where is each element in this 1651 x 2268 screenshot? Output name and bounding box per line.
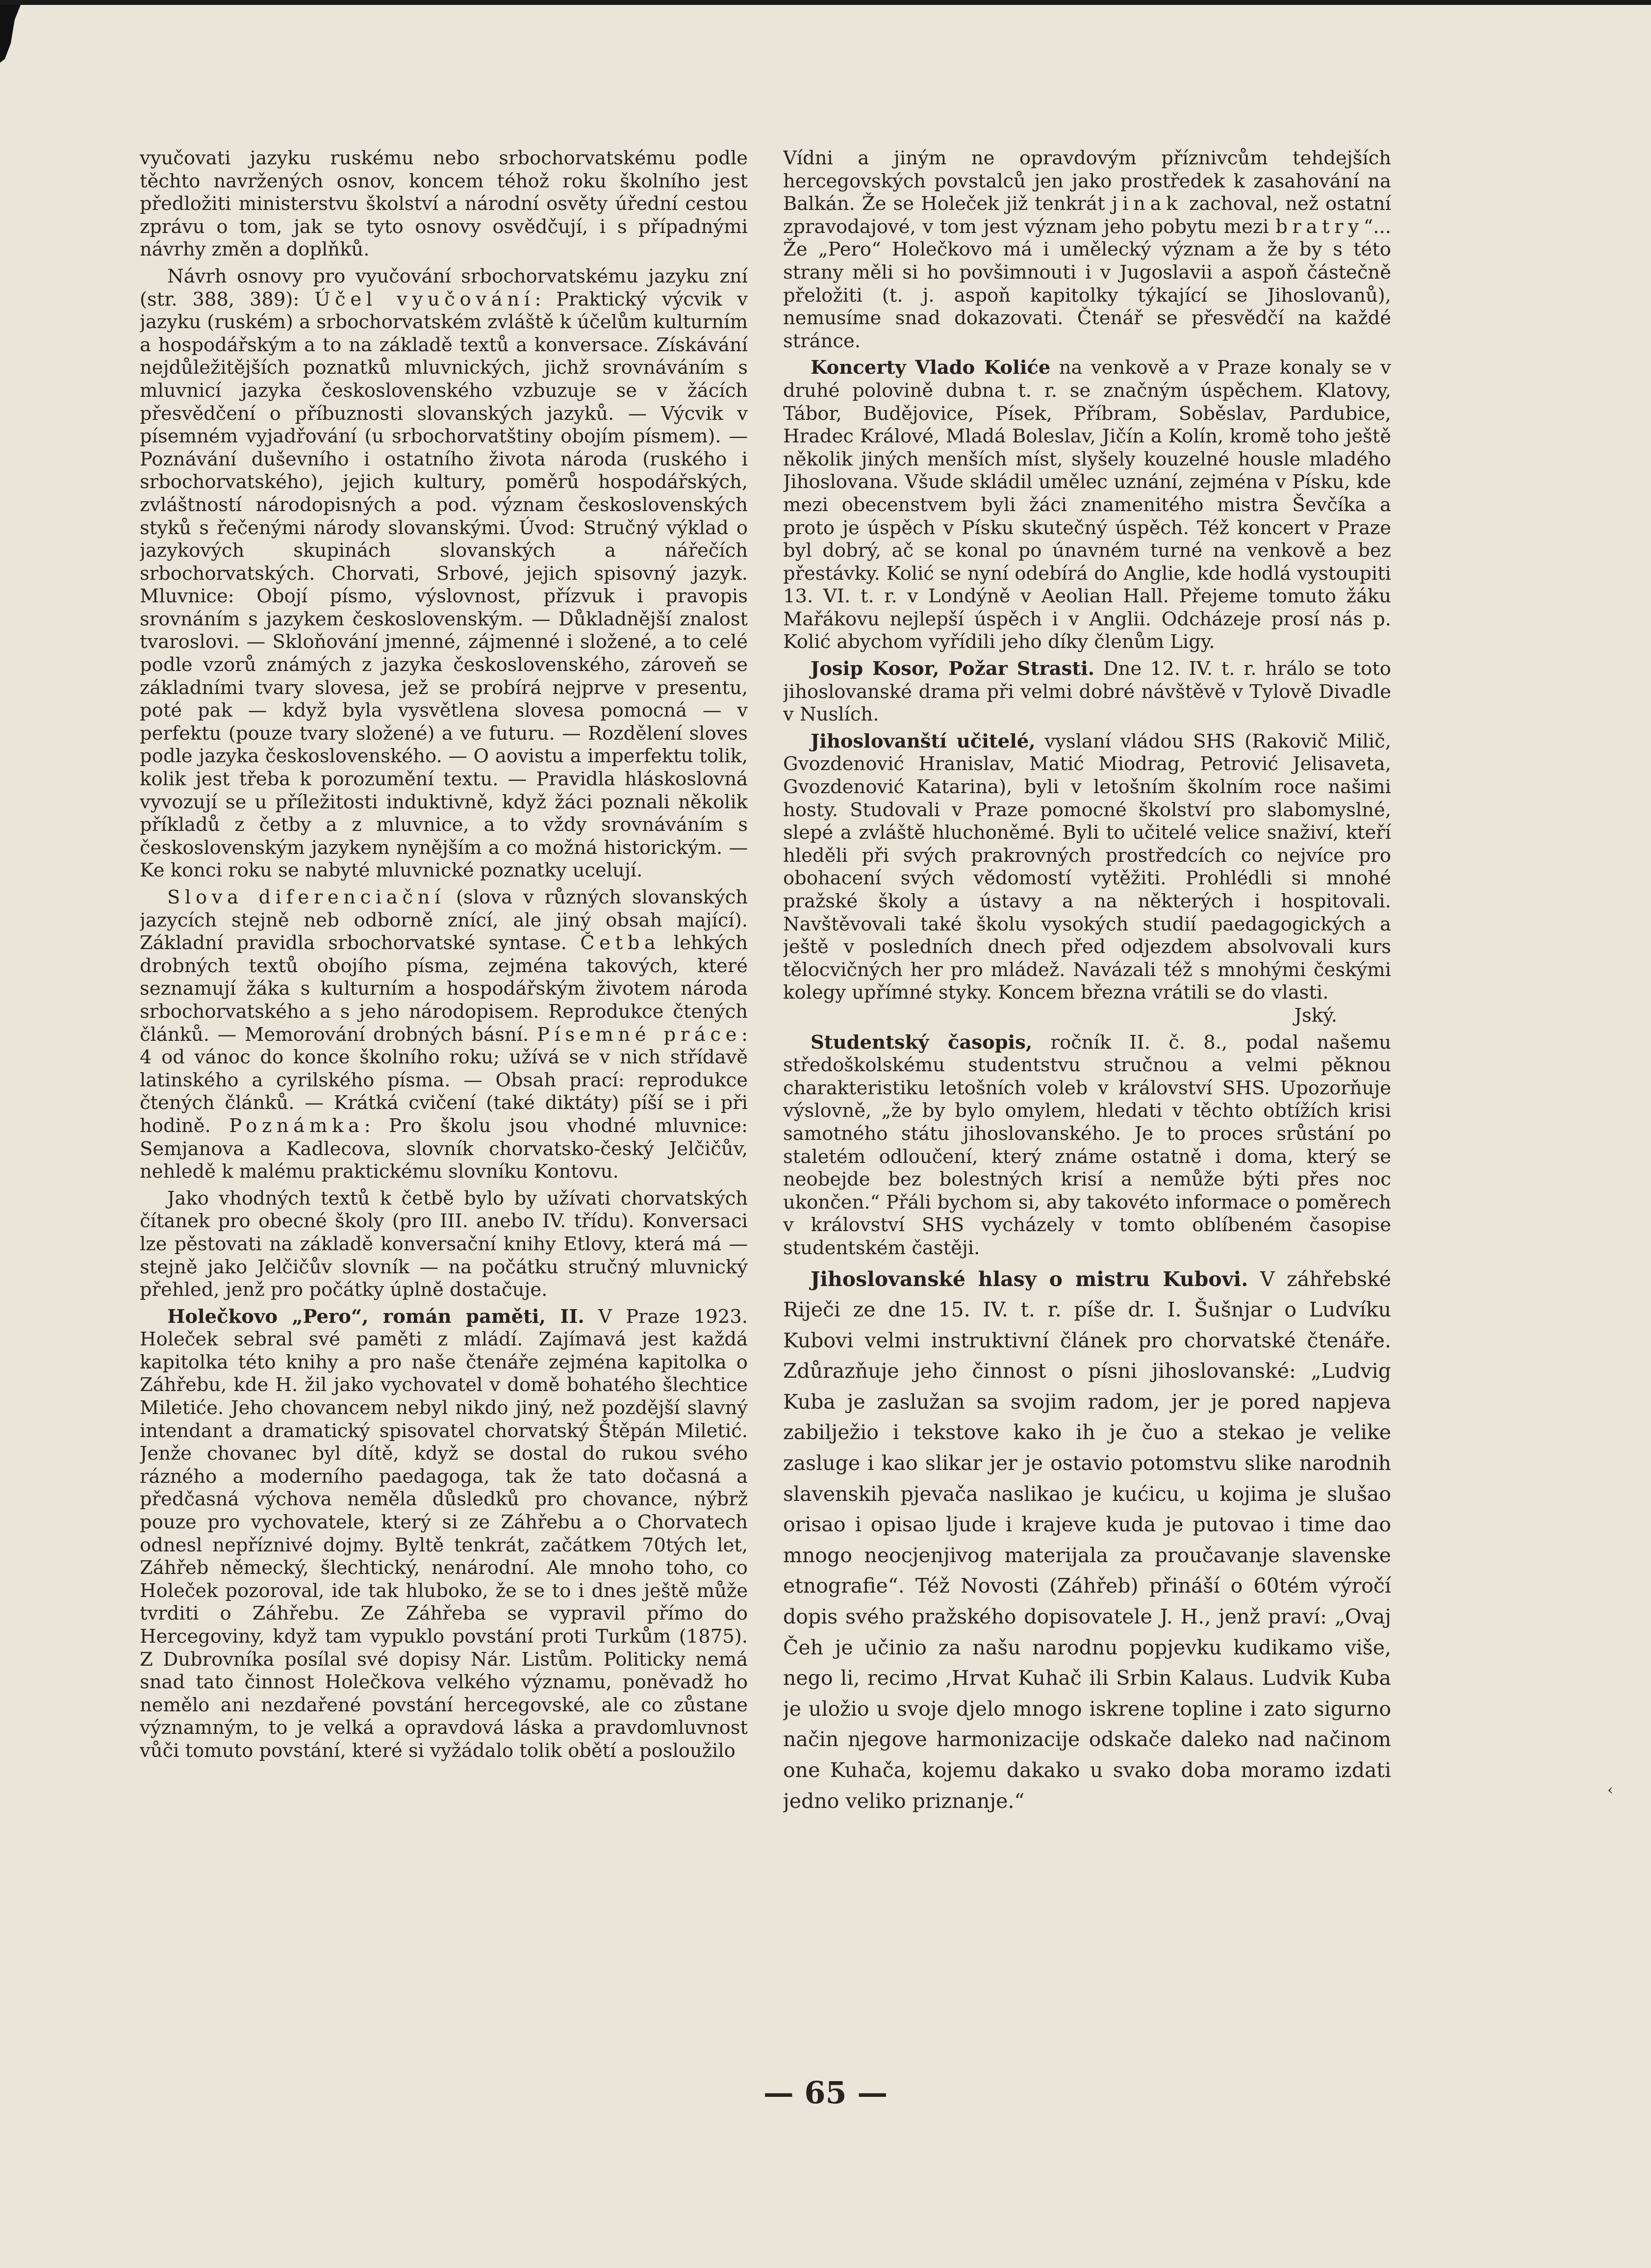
article-osnovy-texty: Jako vhodných textů k četbě bylo by užívati chorvatských čítanek pro obecné školy (pro III. anebo IV. třídu). Konversaci lze pěstovati na základě konversační knihy Etlovy, která má — stejně jako Jelčičův slovník — na počátku stručný mluvnický přehled, jenž pro počátky úplně dostačuje. bbox=[140, 1187, 748, 1301]
margin-mark: ‹ bbox=[1607, 1781, 1613, 1799]
article-osnovy-end: vyučovati jazyku ruskému nebo srbochorvatskému podle těchto navržených osnov, koncem téhož roku školního jest předložiti ministerstvu školství a národní osvěty úřední cestou zprávu o tom, jak se tyto osnovy osvědčují, i s případnými návrhy změn a doplňků. bbox=[140, 147, 748, 261]
article-holeckovo-pero: Holečkovo „Pero“, román paměti, II. V Praze 1923. Holeček sebral své paměti z mládí. Zajímavá jest každá kapitolka této knihy a pro naše čtenáře zejména kapitolka o Záhřebu, kde H. žil jako vychovatel v domě bohatého šlechtice Miletiće. Jeho chovancem nebyl nikdo jiný, než pozdější slavný intendant a dramatický spisovatel chorvatský Štěpán Miletić. Jenže chovanec byl dítě, když se dostal do rukou svého rázného a moderního paedagoga, tak že tato dočasná a předčasná výchova neměla důsledků pro chovance, nýbrž pouze pro vychovatele, který si ze Záhřebu a o Chorvatech odnesl nepříznivé dojmy. Byltě tenkrát, začátkem 70tých let, Záhřeb německý, šlechtický, nenárodní. Ale mnoho toho, co Holeček pozoroval, ide tak hluboko, že se to i dnes ještě může tvrditi o Záhřebu. Ze Záhřeba se vypravil přímo do Hercegoviny, když tam vypuklo povstání proti Turkům (1875). Z Dubrovníka posílal své dopisy Nár. Listům. Politicky nemá snad tato činnost Holečkova velkého významu, poněvadž ho nemělo ani nezdařené povstání hercegovské, ale co zůstane významným, to je velká a opravdová láska a pravdomluvnost vůči tomuto povstání, které si vyžádalo tolik obětí a posloužilo bbox=[140, 1305, 748, 1762]
article-hlasy-o-kubovi: Jihoslovanské hlasy o mistru Kubovi. V záhřebské Riječi ze dne 15. IV. t. r. píše dr. I. Šušnjar o Ludvíku Kubovi velmi instruktivní článek pro chorvatské čtenáře. Zdůrazňuje jeho činnost o písni jihoslovanské: „Ludvig Kuba je zaslužan sa svojim radom, jer je pored napjeva zabilježio i tekstove kako ih je čuo a stekao je velike zasluge i kao slikar jer je ostavio potomstvu slike narodnih slavenskih pjevača naslikao je kućicu, u kojima je slušao orisao i opisao ljude i krajeve kuda je putovao i time dao mnogo neocjenjivog materijala za proučavanje slavenske etnografie“. Též Novosti (Záhřeb) přináší o 60tém výročí dopis svého pražského dopisovatele J. H., jenž praví: „Ovaj Čeh je učinio za našu narodnu popjevku kudikamo više, nego li, recimo ‚Hrvat Kuhač ili Srbin Kalaus. Ludvik Kuba je uložio u svoje djelo mnogo iskrene topline i zato sigurno način njegove harmonizacije odskače daleko nad načinom one Kuhača, kojemu dakako u svako doba moramo izdati jedno veliko priznanje.“ bbox=[783, 1267, 1391, 1813]
page-number: — 65 — bbox=[763, 2075, 888, 2111]
article-jihoslovansti-ucitele: Jihoslovanští učitelé, vyslaní vládou SHS (Rakovič Milič, Gvozdenović Hranislav, Matić Miodrag, Petrović Jelisaveta, Gvozdenović Katarina), byli v letošním školním roce našimi hosty. Studovali v Praze pomocné školství pro slabomyslné, slepé a zvláště hluchoněmé. Byli to učitelé velice snaživí, kteří hleděli při svých prakrovných prostředcích co nejvíce pro obohacení svých vědomostí vytěžiti. Prohlédli si mnohé pražské školy a ústavy a na některých i hospitovali. Navštěvovali také školu vysokých studií paedagogických a ještě v posledních dnech před odjezdem absolvovali kurs tělocvičných her pro mládež. Navázali též s mnohými českými kolegy upřímné styky. Koncem března vrátili se do vlasti. Jský. bbox=[783, 730, 1391, 1027]
article-kosor-pozar: Josip Kosor, Požar Strasti. Dne 12. IV. t. r. hrálo se toto jihoslovanské drama při velmi dobré návštěvě v Tylově Divadle v Nuslích. bbox=[783, 658, 1391, 726]
right-column bbox=[783, 147, 1391, 2129]
signature: Jský. bbox=[1294, 1004, 1337, 1027]
article-holeckovo-pero-cont: Vídni a jiným ne opravdovým příznivcům tehdejších hercegovských povstalců jen jako prostředek k zasahování na Balkán. Že se Holeček již tenkrát jinak zachoval, než ostatní zpravodajové, v tom jest význam jeho pobytu mezi bratry“... Že „Pero“ Holečkovo má i umělecký význam a že by s této strany měli si ho povšimnouti i v Jugoslavii a aspoň částečně přeložiti (t. j. aspoň kapitolky týkající se Jihoslovanů), nemusíme snad dokazovati. Čtenář se přesvědčí na každé stránce. bbox=[783, 147, 1391, 352]
article-osnovy-slova: Slova diferenciační (slova v různých slovanských jazycích stejně neb odborně znící, ale jiný obsah mající). Základní pravidla srbochorvatské syntase. Četba lehkých drobných textů obojího písma, zejména takových, které seznamují žáka s kulturním a hospodářským životem národa srbochorvatského a s jeho národopisem. Reprodukce čtených článků. — Memorování drobných básní. Písemné práce: 4 od vánoc do konce školního roku; užívá se v nich střídavě latinského a cyrilského písma. — Obsah prací: reprodukce čtených článků. — Krátká cvičení (také diktáty) píší se i při hodině. Poznámka: Pro školu jsou vhodné mluvnice: Semjanova a Kadlecova, slovník chorvatsko-český Jelčičův, nehledě k malému praktickému slovníku Kontovu. bbox=[140, 886, 748, 1183]
article-osnovy-plan: Návrh osnovy pro vyučování srbochorvatskému jazyku zní (str. 388, 389): Účel vyučování: Praktický výcvik v jazyku (ruském) a srbochorvatském zvláště k účelům kulturním a hospodářským a to na základě textů a konversace. Získávání nejdůležitějších poznatků mluvnických, jichž srovnáváním s mluvnicí jazyka československého vzbuzuje se v žácích přesvědčení o příbuznosti slovanských jazyků. — Výcvik v písemném vyjadřování (u srbochorvatštiny obojím písmem). — Poznávání duševního i ostatního života národa (ruského i srbochorvatského), jejich kultury, poměrů hospodářských, zvláštností národopisných a pod. význam československých styků s řečenými národy slovanskými. Úvod: Stručný výklad o jazykových skupinách slovanských a nářečích srbochorvatských. Chorvati, Srbové, jejich spisovný jazyk. Mluvnice: Obojí písmo, výslovnost, přízvuk i pravopis srovnáním s jazykem československým. — Důkladnější znalost tvaroslovi. — Skloňování jmenné, zájmenné i složené, a to celé podle vzorů známých z jazyka československého, zároveň se základními tvary slovesa, jež se probírá nejprve v presentu, poté pak — když byla vysvětlena slovesa pomocná — v perfektu (pouze tvary složené) a ve futuru. — Rozdělení sloves podle jazyka československého. — O aovistu a imperfektu tolik, kolik jest třeba k porozumění textu. — Pravidla hláskoslovná vyvozují se u příležitosti induktivně, když žáci poznali několik příkladů z četby a z mluvnice, a to vždy srovnáváním s československým jazykem nynějším a co možná historickým. — Ke konci roku se nabyté mluvnické poznatky ucelují. bbox=[140, 265, 748, 882]
article-studentsky-casopis: Studentský časopis, ročník II. č. 8., podal našemu středoškolskému studentstvu stručnou a velmi pěknou charakteristiku letošních voleb v království SHS. Upozorňuje výslovně, „že by bylo omylem, hledati v těchto obtížích krisi samotného státu jihoslovanského. Je to proces srůstání po staletém odloučení, který známe ostatně i doma, který se neobejde bez bolestných krisí a nemůže býti přes noc ukončen.“ Přáli bychom si, aby takovéto informace o poměrech v království SHS vycházely v tomto oblíbeném časopise studentském častěji. bbox=[783, 1031, 1391, 1259]
left-column bbox=[140, 147, 748, 2129]
article-koncerty-kolice: Koncerty Vlado Koliće na venkově a v Praze konaly se v druhé polovině dubna t. r. se značným úspěchem. Klatovy, Tábor, Budějovice, Písek, Příbram, Soběslav, Pardubice, Hradec Králové, Mladá Boleslav, Jičín a Kolín, kromě toho ještě několik jiných menších míst, slyšely kouzelné housle mladého Jihoslovana. Všude skládil umělec uznání, zejména v Písku, kde mezi obecenstvem byli žáci znamenitého mistra Ševčíka a proto je úspěch v Písku skutečný úspěch. Též koncert v Praze byl dobrý, ač se konal po únavném turné na venkově a bez přestávky. Kolić se nyní odebírá do Anglie, kde hodlá vystoupiti 13. VI. t. r. v Londýně v Aeolian Hall. Přejeme tomuto žáku Mařákovu nejlepší úspěch i v Anglii. Odcházeje prosí nás p. Kolić abychom vyřídili jeho díky členům Ligy. bbox=[783, 357, 1391, 653]
